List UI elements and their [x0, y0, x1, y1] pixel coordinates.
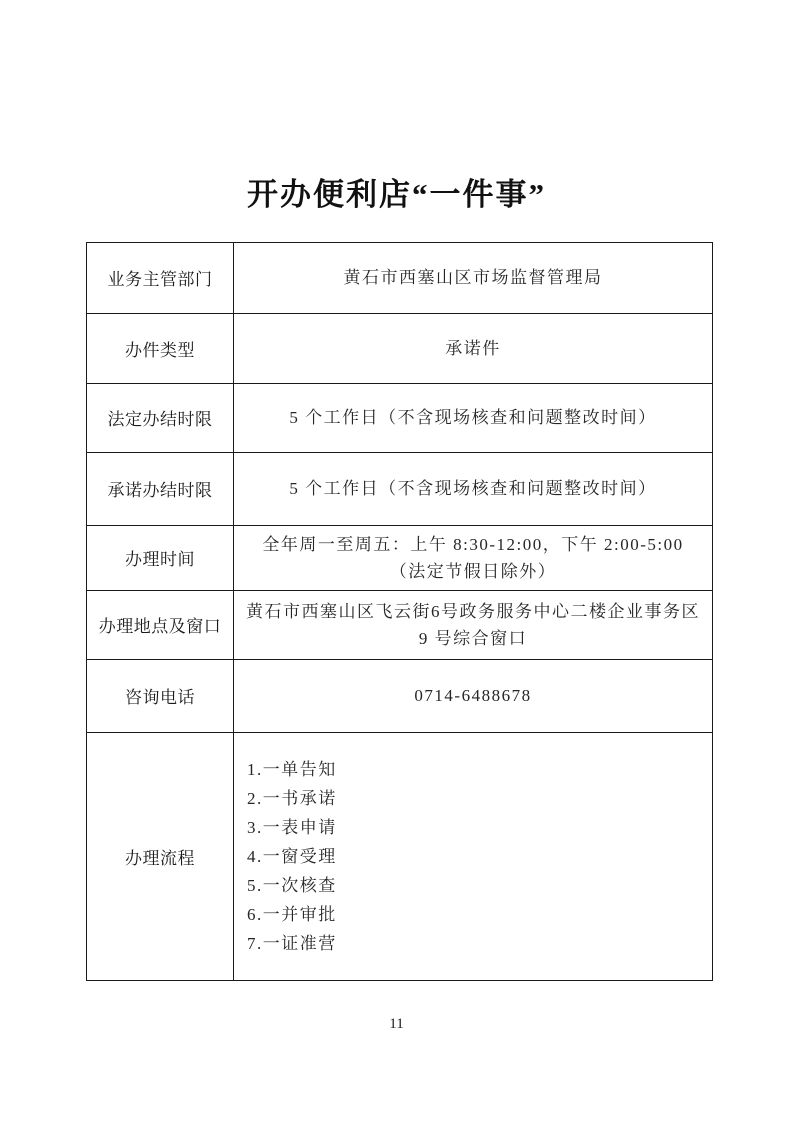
- value-line: 黄石市西塞山区飞云街6号政务服务中心二楼企业事务区: [246, 601, 700, 621]
- value-line: 全年周一至周五：上午 8:30-12:00，下午 2:00-5:00: [262, 534, 684, 554]
- info-table: [86, 242, 713, 981]
- value-line: 5.一次核查: [247, 875, 337, 895]
- row-label: 咨询电话: [87, 659, 234, 732]
- page-title: 开办便利店“一件事”: [247, 177, 546, 212]
- row-value-lines: [234, 755, 712, 958]
- table-row: [87, 383, 713, 452]
- row-value: [234, 383, 713, 452]
- row-label: 承诺办结时限: [87, 452, 234, 525]
- table-row: [87, 732, 713, 980]
- row-value-lines: [234, 264, 712, 291]
- row-label: 办理地点及窗口: [87, 590, 234, 659]
- row-value: [234, 590, 713, 659]
- row-value-lines: [234, 531, 712, 585]
- value-line: 黄石市西塞山区市场监督管理局: [343, 268, 603, 288]
- row-value: [234, 525, 713, 590]
- row-value-lines: [234, 404, 712, 431]
- value-line: （法定节假日除外）: [389, 561, 557, 581]
- row-value-lines: [234, 335, 712, 362]
- table-row: [87, 590, 713, 659]
- row-label: 法定办结时限: [87, 383, 234, 452]
- row-value: [234, 313, 713, 383]
- value-line: 7.一证准营: [247, 933, 337, 953]
- row-label: 办理流程: [87, 732, 234, 980]
- row-value-lines: [234, 682, 712, 709]
- page-number: 11: [389, 1016, 404, 1032]
- value-line: 0714-6488678: [414, 686, 532, 706]
- row-value: [234, 659, 713, 732]
- row-label: 业务主管部门: [87, 242, 234, 313]
- table-row: [87, 452, 713, 525]
- value-line: 承诺件: [445, 338, 501, 358]
- table-row: [87, 525, 713, 590]
- row-label: 办件类型: [87, 313, 234, 383]
- row-label: 办理时间: [87, 525, 234, 590]
- table-row: [87, 659, 713, 732]
- value-line: 2.一书承诺: [247, 788, 337, 808]
- row-value: [234, 242, 713, 313]
- row-value-lines: [234, 475, 712, 502]
- row-value: [234, 452, 713, 525]
- value-line: 3.一表申请: [247, 817, 337, 837]
- value-line: 5 个工作日（不含现场核查和问题整改时间）: [289, 408, 657, 428]
- table-row: [87, 242, 713, 313]
- row-value: [234, 732, 713, 980]
- value-line: 6.一并审批: [247, 904, 337, 924]
- value-line: 5 个工作日（不含现场核查和问题整改时间）: [289, 479, 657, 499]
- table-row: [87, 313, 713, 383]
- row-value-lines: [234, 598, 712, 652]
- value-line: 4.一窗受理: [247, 846, 337, 866]
- value-line: 1.一单告知: [247, 759, 337, 779]
- value-line: 9 号综合窗口: [418, 628, 528, 648]
- info-table-body: [87, 242, 713, 980]
